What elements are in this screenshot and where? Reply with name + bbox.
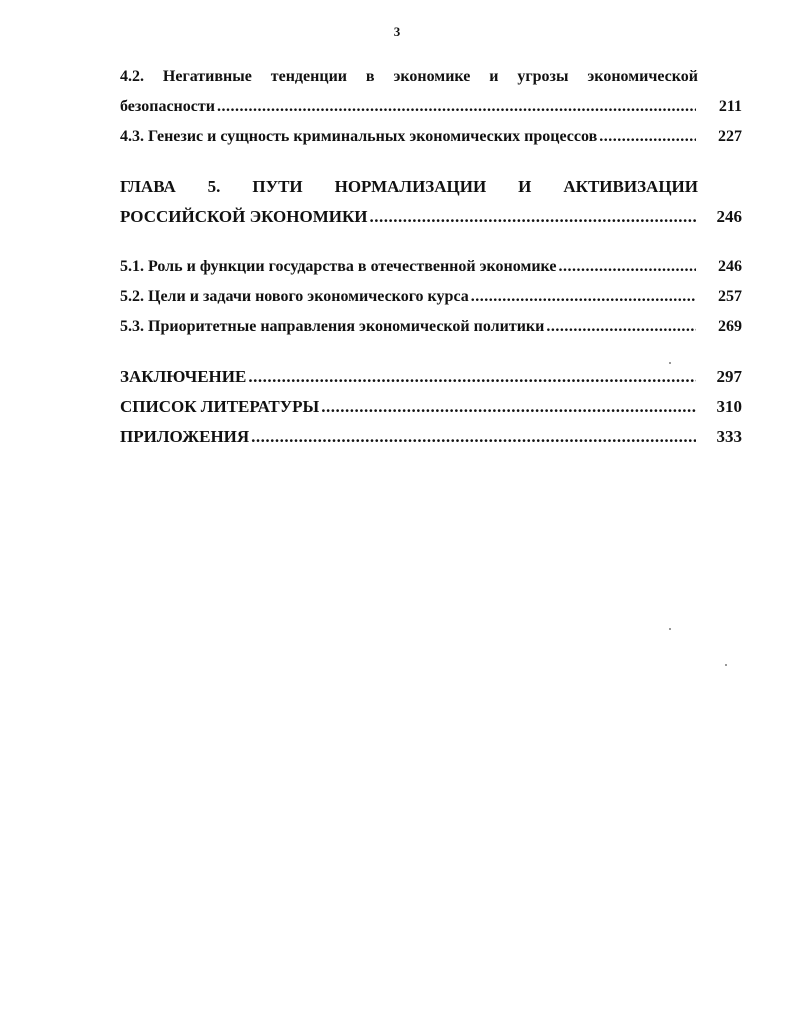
toc-entry-chapter-5[interactable] — [120, 172, 742, 202]
dot-leader — [546, 312, 696, 342]
toc-page-number: 297 — [716, 367, 742, 386]
toc-entry-4-2-cont[interactable] — [120, 92, 742, 122]
toc-entry-4-3[interactable] — [120, 122, 742, 152]
dot-leader — [321, 392, 696, 422]
toc-entry-references[interactable] — [120, 392, 742, 422]
dot-leader — [471, 282, 696, 312]
toc-entry-title: ЗАКЛЮЧЕНИЕ — [120, 367, 247, 386]
dot-leader — [558, 252, 696, 282]
scan-speck — [669, 362, 671, 364]
toc-page-number: 227 — [718, 128, 742, 145]
toc-entry-title: СПИСОК ЛИТЕРАТУРЫ — [120, 397, 320, 416]
page-number: 3 — [393, 24, 401, 39]
toc-chapter-title-line1: ГЛАВА 5. ПУТИ НОРМАЛИЗАЦИИ И АКТИВИЗАЦИИ — [120, 177, 698, 196]
toc-page-number: 246 — [716, 207, 742, 226]
toc-entry-title-line1: 4.2. Негативные тенденции в экономике и угрозы экономической — [120, 68, 698, 85]
dot-leader — [217, 92, 696, 122]
toc-page-number: 257 — [718, 288, 742, 305]
toc-page-number: 211 — [718, 98, 742, 115]
toc-entry-title: 4.3. Генезис и сущность криминальных экономических процессов — [120, 128, 598, 145]
toc-entry-title: 5.3. Приоритетные направления экономической политики — [120, 318, 545, 335]
toc-entry-4-2[interactable] — [120, 62, 742, 92]
toc-page-number: 269 — [718, 318, 742, 335]
toc-entry-appendices[interactable] — [120, 422, 742, 452]
toc-entry-title: 5.2. Цели и задачи нового экономического курса — [120, 288, 469, 305]
toc-entry-conclusion[interactable] — [120, 362, 742, 392]
toc-entry-title: 5.1. Роль и функции государства в отечественной экономике — [120, 258, 557, 275]
toc-entry-5-2[interactable] — [120, 282, 742, 312]
toc-entry-title: ПРИЛОЖЕНИЯ — [120, 427, 250, 446]
scan-speck — [669, 628, 671, 630]
dot-leader — [599, 122, 696, 152]
scan-speck — [725, 664, 727, 666]
toc-page-number: 246 — [718, 258, 742, 275]
toc-chapter-title-line2: РОССИЙСКОЙ ЭКОНОМИКИ — [120, 207, 368, 226]
dot-leader — [251, 422, 696, 452]
dot-leader — [370, 202, 696, 232]
toc-entry-5-3[interactable] — [120, 312, 742, 342]
toc-page-number: 310 — [716, 397, 742, 416]
toc-page-number: 333 — [716, 427, 742, 446]
dot-leader — [248, 362, 696, 392]
toc-entry-title-line2: безопасности — [120, 98, 215, 115]
toc-entry-5-1[interactable] — [120, 252, 742, 282]
toc-entry-chapter-5-cont[interactable] — [120, 202, 742, 232]
